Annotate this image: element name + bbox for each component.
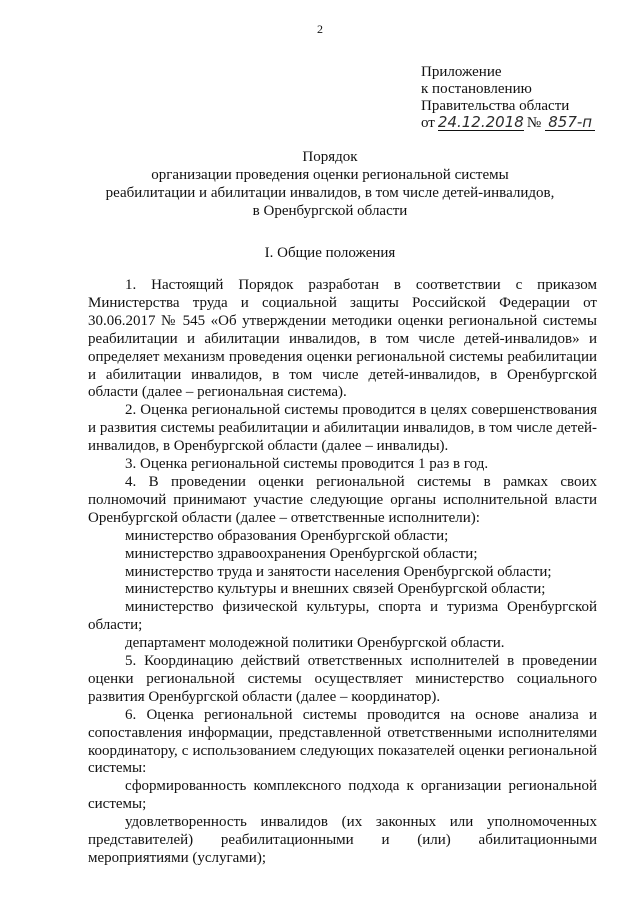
appendix-block (421, 64, 621, 132)
handwritten-number: 857-п (545, 115, 595, 131)
from-label: от (421, 115, 435, 131)
list-item: министерство образования Оренбургской области; (125, 527, 449, 544)
appendix-line-3: Правительства области (421, 98, 570, 114)
body-text (88, 277, 597, 868)
list-item: министерство труда и занятости населения Оренбургской области; (125, 563, 552, 580)
number-label: № (526, 115, 542, 131)
paragraph: 6. Оценка региональной системы проводится на основе анализа и сопоставления информации, представленной ответственными исполнителями координатору, с использованием следующих показателей оценки региональной системы: (88, 706, 597, 777)
list-item: министерство физической культуры, спорта и туризма Оренбургской области; (88, 599, 597, 634)
paragraph: 5. Координацию действий ответственных исполнителей в проведении оценки региональной системы осуществляет министерство социального развития Оренбургской области (далее – координатор). (88, 653, 597, 705)
title-line-3: реабилитации и абилитации инвалидов, в том числе детей-инвалидов, (105, 185, 555, 201)
appendix-line-1: Приложение (421, 64, 502, 80)
section-heading: I. Общие положения (264, 245, 396, 261)
list-item: сформированность комплексного подхода к организации региональной системы; (88, 778, 597, 813)
list-item: министерство культуры и внешних связей Оренбургской области; (125, 581, 546, 598)
list-item: министерство здравоохранения Оренбургской области; (125, 545, 478, 562)
list-item: удовлетворенность инвалидов (их законных или уполномоченных представителей) реабилитационными и (или) абилитационными мероприятиями (услугами); (88, 814, 597, 866)
page-number: 2 (317, 22, 323, 36)
appendix-date-line (421, 115, 621, 132)
handwritten-date: 24.12.2018 (437, 113, 524, 131)
paragraph: 3. Оценка региональной системы проводится 1 раз в год. (125, 456, 489, 473)
list-item: департамент молодежной политики Оренбургской области. (125, 635, 505, 652)
title-line-1: Порядок (302, 149, 358, 165)
paragraph: 1. Настоящий Порядок разработан в соответствии с приказом Министерства труда и социальной защиты Российской Федерации от 30.06.2017 № 545 «Об утверждении методики оценки региональной системы реабилитации и абилитации инвалидов, в том числе детей-инвалидов» и определяет механизм проведения оценки региональной системы реабилитации и абилитации инвалидов, в том числе детей-инвалидов, в Оренбургской области (далее – региональная система). (88, 277, 597, 401)
title-line-4: в Оренбургской области (252, 203, 408, 219)
paragraph: 4. В проведении оценки региональной системы в рамках своих полномочий принимают участие следующие органы исполнительной власти Оренбургской области (далее – ответственные исполнители): (88, 473, 597, 526)
appendix-line-2: к постановлению (421, 81, 532, 97)
paragraph: 2. Оценка региональной системы проводится в целях совершенствования и развития системы реабилитации и абилитации инвалидов, в том числе детей-инвалидов, в Оренбургской области (далее – инвалиды). (88, 402, 597, 455)
title-line-2: организации проведения оценки региональной системы (151, 167, 509, 183)
document-title (60, 148, 600, 220)
